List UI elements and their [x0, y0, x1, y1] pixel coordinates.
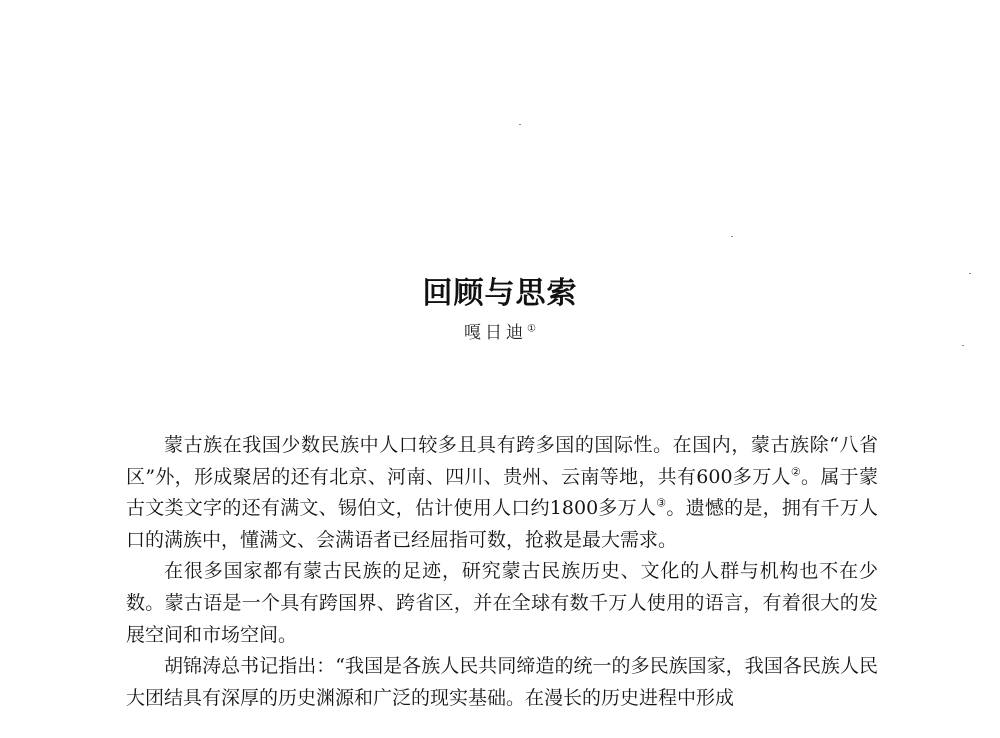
- body-text: [126, 430, 878, 714]
- page-title: 回顾与思索: [422, 276, 578, 312]
- paragraph: [126, 430, 878, 556]
- author-name: 嘎日迪: [464, 323, 528, 343]
- footnote-marker: ②: [790, 465, 802, 479]
- author-line: [0, 318, 1000, 343]
- text-span: 胡锦涛总书记指出：“我国是各族人民共同缔造的统一的多民族国家，我国各民族人民大团结具有深厚的历史渊源和广泛的现实基础。在漫长的历史进程中形成: [126, 655, 878, 709]
- scan-speck: [519, 124, 521, 125]
- scan-speck: [731, 236, 733, 237]
- paragraph: [126, 651, 878, 714]
- footnote-marker: ③: [656, 496, 667, 510]
- text-span: 在很多国家都有蒙古民族的足迹，研究蒙古民族历史、文化的人群与机构也不在少数。蒙古语是一个具有跨国界、跨省区，并在全球有数千万人使用的语言，有着很大的发展空间和市场空间。: [126, 560, 878, 646]
- author-footnote-marker: ①: [527, 323, 536, 335]
- text-span: 蒙古族在我国少数民族中人口较多且具有跨多国的国际性。在国内，蒙古族除“八省区”外，形成聚居的还有北京、河南、四川、贵州、云南等地，共有600多万人: [126, 434, 878, 488]
- text-span: 。遗憾的是，拥有千万人口的满族中，懂满文、会满语者已经屈指可数，抢救是最大需求。: [126, 497, 878, 551]
- scan-speck: [962, 345, 964, 346]
- paragraph: [126, 556, 878, 651]
- text-span: 。属于蒙古文类文字的还有满文、锡伯文，估计使用人口约1800多万人: [126, 465, 878, 520]
